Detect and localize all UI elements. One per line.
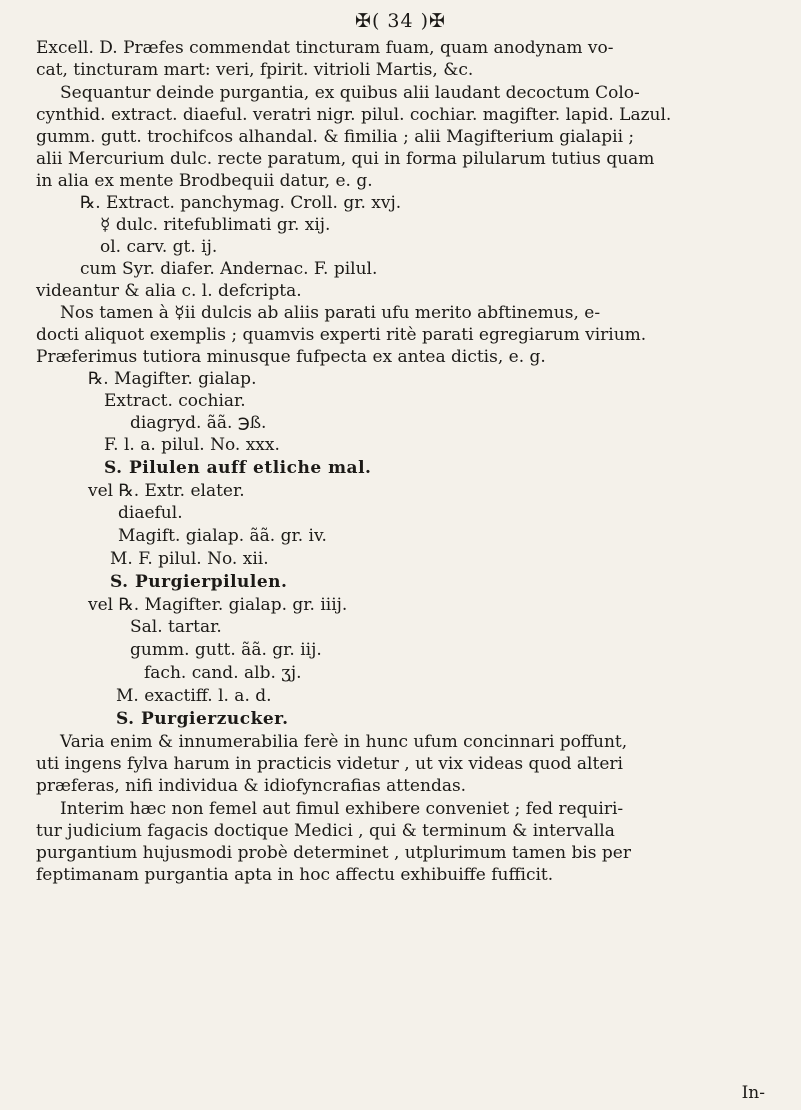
text-line: uti ingens fylva harum in practicis videtur , ut vix videas quod alteri <box>36 754 623 774</box>
text-line: Interim hæc non femel aut fimul exhibere conveniet ; fed requiri- <box>60 799 624 819</box>
recipe-line: fach. cand. alb. ʒj. <box>144 663 302 683</box>
recipe-line: diaeful. <box>118 503 183 523</box>
recipe-line: gumm. gutt. ãã. gr. iij. <box>130 640 322 660</box>
text-line: Præferimus tutiora minusque fufpecta ex antea dictis, e. g. <box>36 347 546 367</box>
text-line: præferas, nifi individua & idiofyncrafias attendas. <box>36 776 467 796</box>
recipe-line: M. F. pilul. No. xii. <box>110 549 269 569</box>
recipe-line: F. l. a. pilul. No. xxx. <box>104 435 280 455</box>
text-line: gumm. gutt. trochifcos alhandal. & fimilia ; alii Magifterium gialapii ; <box>36 127 635 147</box>
recipe-line: ☿ dulc. ritefublimati gr. xij. <box>100 215 331 235</box>
text-line: Nos tamen à ☿ii dulcis ab aliis parati ufu merito abftinemus, e- <box>60 303 601 323</box>
text-line: videantur & alia c. l. defcripta. <box>36 281 302 301</box>
recipe-line: ol. carv. gt. ij. <box>100 237 218 257</box>
recipe-line: diagryd. ãã. ℈ß. <box>130 413 267 433</box>
recipe-line: vel ℞. Magifter. gialap. gr. iiij. <box>88 595 348 615</box>
recipe-label: S. Purgierpilulen. <box>110 572 288 592</box>
recipe-line: ℞. Magifter. gialap. <box>88 369 257 389</box>
recipe-line: Extract. cochiar. <box>104 391 246 411</box>
recipe-line: vel ℞. Extr. elater. <box>88 481 245 501</box>
text-line: docti aliquot exemplis ; quamvis experti ritè parati egregiarum virium. <box>36 325 647 345</box>
catchword: In- <box>741 1083 765 1103</box>
text-line: cat, tincturam mart: veri, fpirit. vitrioli Martis, &c. <box>36 60 474 80</box>
recipe-label: S. Purgierzucker. <box>116 709 289 729</box>
text-line: Excell. D. Præfes commendat tincturam fuam, quam anodynam vo- <box>36 38 614 58</box>
text-line: feptimanam purgantia apta in hoc affectu exhibuiffe fufficit. <box>36 865 554 885</box>
text-line: tur judicium fagacis doctique Medici , qui & terminum & intervalla <box>36 821 615 841</box>
recipe-label: S. Pilulen auff etliche mal. <box>104 458 372 478</box>
text-line: cynthid. extract. diaeful. veratri nigr. pilul. cochiar. magifter. lapid. Lazul. <box>36 105 672 125</box>
recipe-line: M. exactiff. l. a. d. <box>116 686 272 706</box>
text-line: in alia ex mente Brodbequii datur, e. g. <box>36 171 373 191</box>
recipe-line: cum Syr. diafer. Andernac. F. pilul. <box>80 259 378 279</box>
recipe-line: ℞. Extract. panchymag. Croll. gr. xvj. <box>80 193 402 213</box>
page-number: ✠( 34 )✠ <box>355 10 446 32</box>
recipe-line: Sal. tartar. <box>130 617 222 637</box>
text-line: alii Mercurium dulc. recte paratum, qui in forma pilularum tutius quam <box>36 149 655 169</box>
text-line: purgantium hujusmodi probè determinet , utplurimum tamen bis per <box>36 843 631 863</box>
text-line: Sequantur deinde purgantia, ex quibus alii laudant decoctum Colo- <box>60 83 640 103</box>
recipe-line: Magift. gialap. ãã. gr. iv. <box>118 526 327 546</box>
text-line: Varia enim & innumerabilia ferè in hunc ufum concinnari poffunt, <box>60 732 628 752</box>
